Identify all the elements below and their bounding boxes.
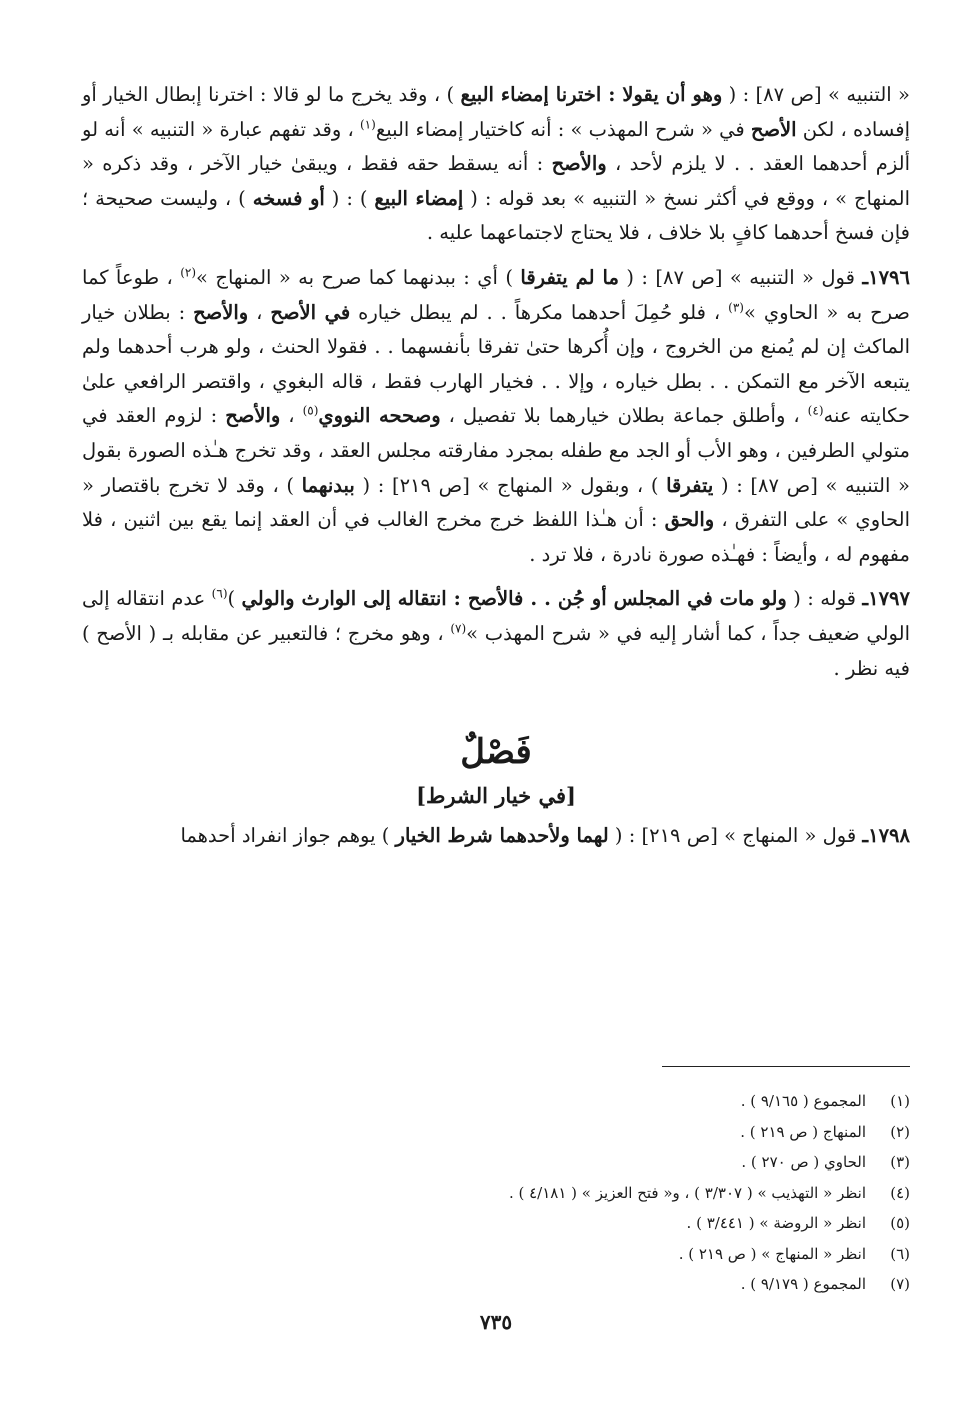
emphasis-text: ما لم يتفرقا <box>520 265 619 289</box>
body-text: ) يوهم جواز انفراد أحدهما <box>180 824 396 848</box>
emphasis-text: والأصح <box>225 404 281 428</box>
body-text: ، <box>248 300 271 324</box>
footnote-text: المجموع ( ٩/١٦٥ ) . <box>740 1092 866 1110</box>
emphasis-text: الأصح <box>750 117 797 141</box>
footnote-number: (٧) <box>890 1275 910 1293</box>
emphasis-text: ولو مات في المجلس أو جُن . . فالأصح : انتقاله إلى الوارث والولي <box>241 587 787 611</box>
footnote-ref: (٧) <box>450 621 467 636</box>
section-subtitle: [في خيار الشرط] <box>416 783 576 809</box>
emphasis-text: ١٧٩٨ـ <box>862 824 910 848</box>
body-text: ) ، وقد يخرج ما لو قالا : اخترنا إبطال الخيار أو إفساده ، لكن <box>82 83 910 141</box>
footnote-number: (١) <box>890 1092 910 1110</box>
body-text: قول « التنبيه » [ص ٨٧] : ( <box>618 265 863 289</box>
emphasis-text: وصححه النووي <box>318 404 441 428</box>
emphasis-text: والأصح <box>551 152 607 176</box>
book-page <box>82 78 910 1398</box>
footnote-ref: (٢) <box>180 265 197 280</box>
emphasis-text: في الأصح <box>270 300 351 324</box>
footnote-number: (٢) <box>890 1122 910 1141</box>
body-text: : أنه يسقط حقه فقط ، ويبقىٰ خيار الآخر ، وقد ذكره « المنهاج » ، ووقع في أكثر نسخ « التنبيه » بعد قوله : ( <box>82 152 910 210</box>
emphasis-text: أو فسخه <box>252 186 325 210</box>
emphasis-text: والحق <box>664 508 715 532</box>
footnote-text: انظر « التهذيب » ( ٣/٣٠٧ ) ، و« فتح العزيز » ( ٤/١٨١ ) . <box>508 1183 866 1202</box>
footnote-divider <box>662 1066 910 1067</box>
footnote-text: المجموع ( ٩/١٧٩ ) . <box>740 1275 866 1293</box>
footnote-ref: (٦) <box>211 586 228 601</box>
footnote-item <box>82 1208 910 1239</box>
footnote-ref: (٤) <box>807 403 824 418</box>
paragraph-1798 <box>82 819 910 854</box>
body-text: ) <box>227 587 242 611</box>
footnote-item <box>82 1086 910 1117</box>
footnote-text: انظر « الروضة » ( ٣/٤٤١ ) . <box>686 1214 866 1232</box>
emphasis-text: يتفرقا <box>666 473 714 497</box>
emphasis-text: لهما ولأحدهما شرط الخيار <box>395 824 609 848</box>
footnote-ref: (٥) <box>302 403 319 418</box>
footnote-number: (٤) <box>890 1183 910 1202</box>
emphasis-text: وهو أن يقولا : اخترنا إمضاء البيع <box>460 83 723 106</box>
body-text: ، <box>280 404 303 428</box>
paragraph-intro <box>82 78 910 251</box>
body-text: « التنبيه » [ص ٨٧] : ( <box>722 83 910 106</box>
body-text: عدم انتقاله إلى الولي ضعيف جداً ، كما أشار إليه في « شرح المهذب » <box>82 587 910 645</box>
footnote-item <box>82 1117 910 1148</box>
body-text: في « شرح المهذب » : أنه كاختيار إمضاء البيع <box>375 117 751 141</box>
footnote-number: (٥) <box>890 1214 910 1232</box>
page-number: ٧٣٥ <box>479 1310 513 1334</box>
footnote-number: (٣) <box>890 1153 910 1171</box>
footnotes <box>82 1086 910 1300</box>
body-text: ، وهو مخرج ؛ فالتعبير عن مقابله بـ ( الأصح ) فيه نظر . <box>82 621 910 680</box>
body-text: ) : ( <box>324 186 375 210</box>
footnote-item <box>82 1178 910 1209</box>
footnote-ref: (٣) <box>728 300 744 315</box>
emphasis-text: ببدنهما <box>301 473 355 497</box>
body-text: ، وقد تفهم عبارة « التنبيه » أنه لو ألزم أحدهما العقد . . لا يلزم لأحد ، <box>82 117 910 176</box>
footnote-text: المنهاج ( ص ٢١٩ ) . <box>740 1122 866 1141</box>
footnote-number: (٦) <box>890 1244 910 1263</box>
footnote-item <box>82 1239 910 1270</box>
body-text: قوله : ( <box>786 587 863 611</box>
body-text: ) ، وقد لا تخرج باقتصار « الحاوي » على التفرق ، <box>82 473 911 532</box>
body-text: ، وأطلق جماعة بطلان خيارهما بلا تفصيل ، <box>440 404 808 428</box>
body-text: ) ، وبقول « المنهاج » [ص ٢١٩] : ( <box>354 473 667 497</box>
body-text: ) ، وليست صحيحة ؛ فإن فسخ أحدهما كافٍ بلا خلاف ، فلا يحتاج لاجتماعهما عليه . <box>82 186 910 245</box>
paragraph-1797 <box>82 582 910 686</box>
body-text: ، فلو حُمِلَ أحدهما مكرهاً . . لم يبطل خياره <box>350 300 729 324</box>
section-ornament-title: فَصْلٌ <box>460 732 532 773</box>
body-text: : بطلان خيار الماكث إن لم يُمنع من الخروج ، وإن أُكرها حتىٰ تفرقا بأنفسهما . . فقولا الحنث ، ولو هرب أحدهما ولم يتبعه الآخر مع التمكن . . بطل خياره ، وإلا . . فخيار الهارب فقط ، قاله البغوي ، واقتصر الرافعي علىٰ حكايته عنه <box>82 300 910 428</box>
body-text: : لزوم العقد في متولي الطرفين ، وهو الأب أو الجد مع طفله بمجرد مفارقته مجلس العقد ، وقد تخرج هـٰذه الصورة بقول « التنبيه » [ص ٨٧] : ( <box>82 404 910 497</box>
body-text: قول « المنهاج » [ص ٢١٩] : ( <box>608 824 863 848</box>
body-text: ، طوعاً كما صرح به « الحاوي » <box>82 265 910 324</box>
footnote-item <box>82 1269 910 1300</box>
emphasis-text: إمضاء البيع <box>374 186 464 210</box>
emphasis-text: ١٧٩٦ـ <box>862 265 910 289</box>
body-text: : أن هـٰذا اللفظ خرج مخرج الغالب في أن العقد إنما يقع بين اثنين ، فلا مفهوم له ، وأيضاً : فهـٰذه صورة نادرة ، فلا ترد . <box>82 508 910 566</box>
paragraph-1796 <box>82 261 910 572</box>
section-heading <box>82 730 910 813</box>
body-text: ) أي : ببدنهما كما صرح به « المنهاج » <box>196 265 521 289</box>
footnote-ref: (١) <box>359 117 376 132</box>
emphasis-text: والأصح <box>193 300 249 324</box>
footnote-item <box>82 1147 910 1178</box>
emphasis-text: ١٧٩٧ـ <box>862 587 911 611</box>
footnote-text: انظر « المنهاج » ( ص ٢١٩ ) . <box>678 1244 866 1263</box>
main-text <box>82 78 910 686</box>
footnote-text: الحاوي ( ص ٢٧٠ ) . <box>741 1153 866 1171</box>
